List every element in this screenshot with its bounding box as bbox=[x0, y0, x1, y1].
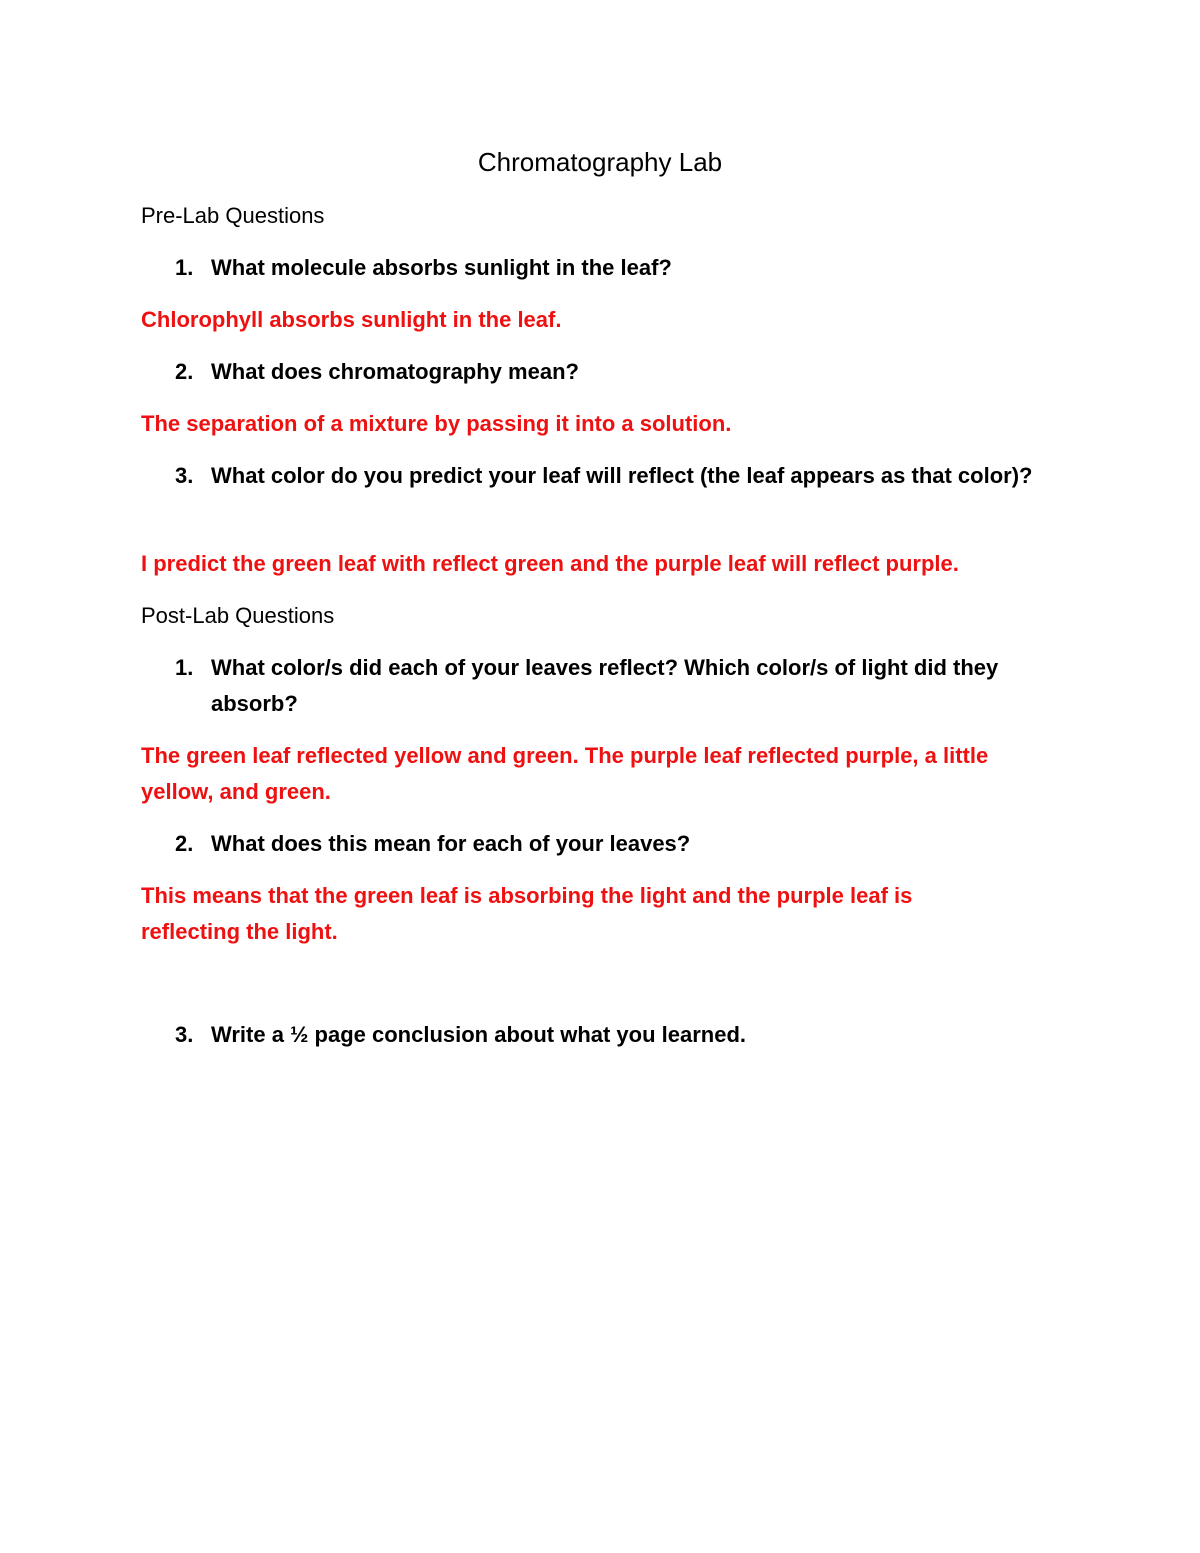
pre-lab-heading: Pre-Lab Questions bbox=[141, 203, 325, 228]
question-number: 2. bbox=[175, 359, 194, 384]
question-number: 1. bbox=[175, 655, 194, 680]
question-text: What does this mean for each of your leaves? bbox=[211, 831, 691, 856]
post-lab-heading: Post-Lab Questions bbox=[141, 603, 335, 628]
question-text: What does chromatography mean? bbox=[211, 359, 579, 384]
question-text: What color/s did each of your leaves reflect? Which color/s of light did they absorb? bbox=[211, 655, 999, 716]
pre-lab-question-3 bbox=[175, 458, 1045, 494]
pre-lab-answer-2: The separation of a mixture by passing it into a solution. bbox=[141, 411, 732, 436]
post-lab-question-2 bbox=[175, 826, 1045, 862]
question-number: 1. bbox=[175, 255, 194, 280]
question-number: 3. bbox=[175, 1022, 194, 1047]
pre-lab-answer-3: I predict the green leaf with reflect green and the purple leaf will reflect purple. bbox=[141, 551, 959, 576]
question-text: What molecule absorbs sunlight in the leaf? bbox=[211, 255, 672, 280]
pre-lab-question-2 bbox=[175, 354, 1045, 390]
post-lab-question-3 bbox=[175, 1017, 1045, 1053]
pre-lab-question-1 bbox=[175, 250, 1045, 286]
question-text: Write a ½ page conclusion about what you learned. bbox=[211, 1022, 747, 1047]
page-title: Chromatography Lab bbox=[477, 147, 723, 177]
post-lab-answer-2: This means that the green leaf is absorbing the light and the purple leaf is reflecting the light. bbox=[141, 883, 913, 944]
question-text: What color do you predict your leaf will reflect (the leaf appears as that color)? bbox=[211, 463, 1033, 488]
pre-lab-answer-1: Chlorophyll absorbs sunlight in the leaf. bbox=[141, 307, 562, 332]
question-number: 3. bbox=[175, 463, 194, 488]
post-lab-answer-1: The green leaf reflected yellow and green. The purple leaf reflected purple, a little yellow, and green. bbox=[141, 743, 989, 804]
question-number: 2. bbox=[175, 831, 194, 856]
post-lab-question-1 bbox=[175, 650, 1045, 722]
